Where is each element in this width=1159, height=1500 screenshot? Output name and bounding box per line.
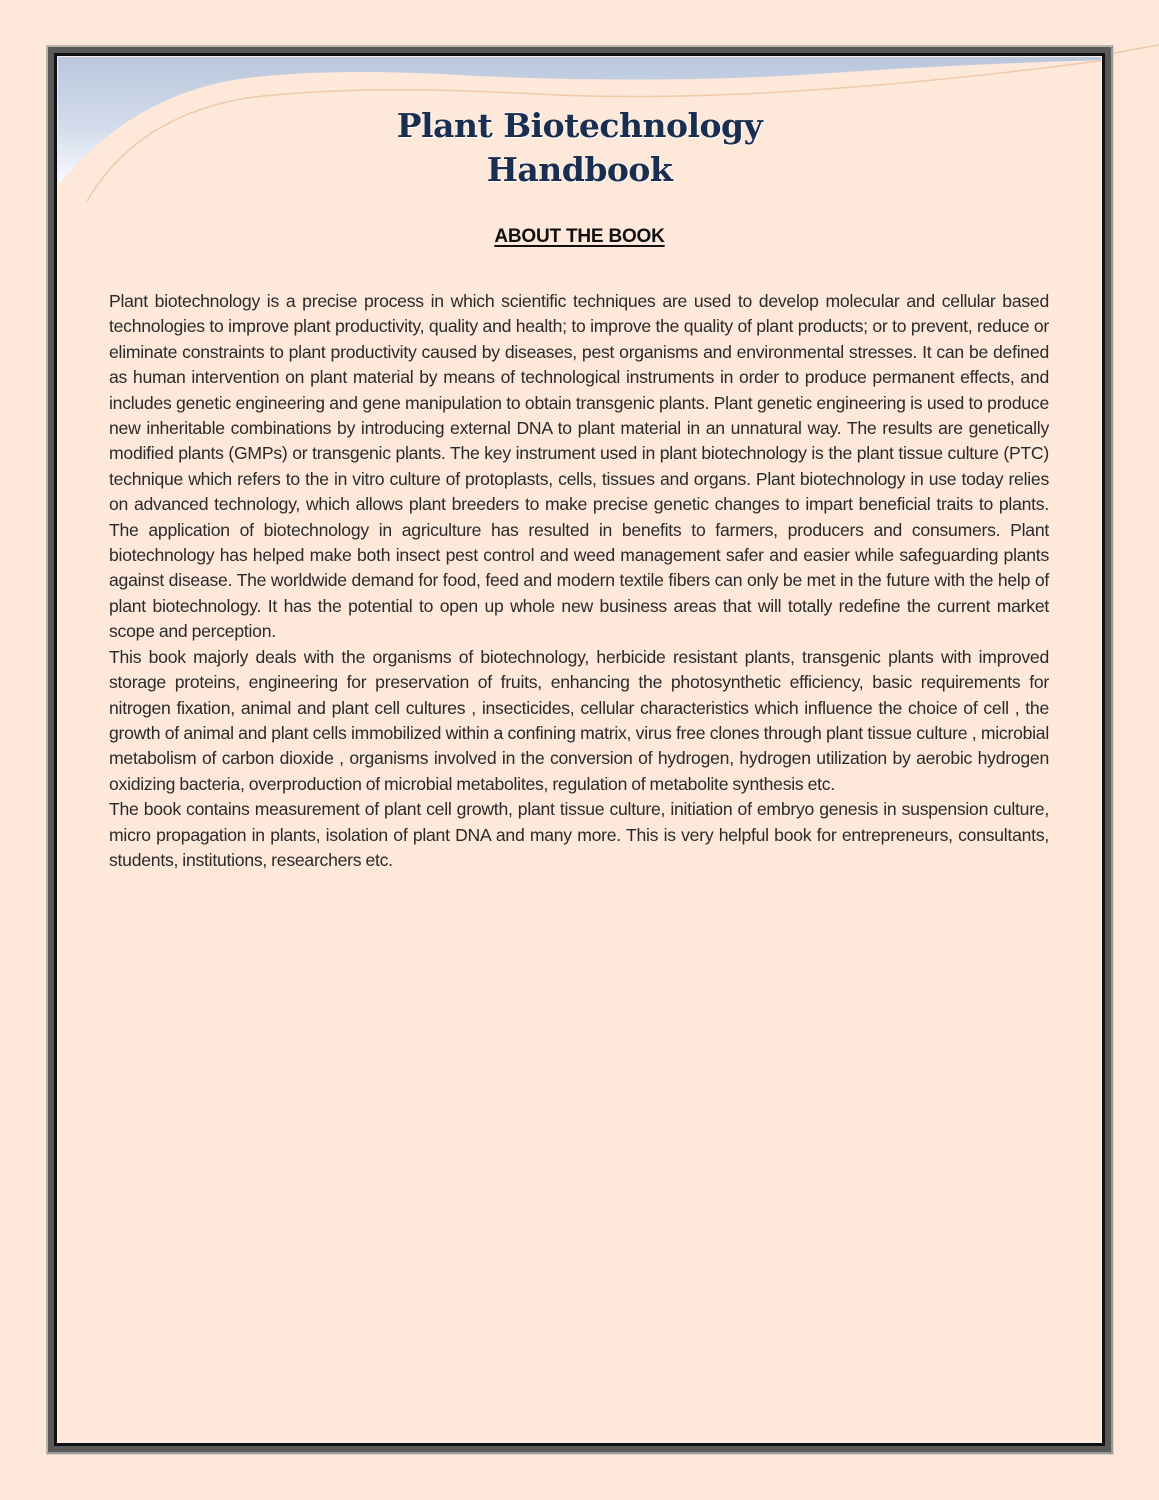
paragraph-topics: This book majorly deals with the organisms of biotechnology, herbicide resistant plants, transgenic plants with improved storage proteins, engineering for preservation of fruits, enhancing the photosynthetic efficiency, basic requirements for nitrogen fixation, animal and plant cell cultures , insecticides, cellular characteristics which influence the choice of cell , the growth of animal and plant cells immobilized within a confining matrix, virus free clones through plant tissue culture , microbial metabolism of carbon dioxide , organisms involved in the conversion of hydrogen, hydrogen utilization by aerobic hydrogen oxidizing bacteria, overproduction of microbial metabolites, regulation of metabolite synthesis etc.	[109, 646, 1049, 794]
page-panel	[54, 53, 1105, 1446]
title-line-2: Handbook	[486, 150, 673, 189]
document-title	[57, 104, 1102, 192]
document-content	[57, 56, 1102, 1443]
section-heading	[57, 226, 1102, 248]
paragraph-contents: The book contains measurement of plant cell growth, plant tissue culture, initiation of embryo genesis in suspension culture, micro propagation in plants, isolation of plant DNA and many more. This is very helpful book for entrepreneurs, consultants, students, institutions, researchers etc.	[109, 799, 1049, 870]
section-heading-text: ABOUT THE BOOK	[494, 226, 665, 247]
paragraph-intro: Plant biotechnology is a precise process in which scientific techniques are used to develop molecular and cellular based technologies to improve plant productivity, quality and health; to improve the quality of plant products; or to prevent, reduce or eliminate constraints to plant productivity caused by diseases, pest organisms and environmental stresses. It can be defined as human intervention on plant material by means of technological instruments in order to produce permanent effects, and includes genetic engineering and gene manipulation to obtain transgenic plants. Plant genetic engineering is used to produce new inheritable combinations by introducing external DNA to plant material in an unnatural way. The results are genetically modified plants (GMPs) or transgenic plants. The key instrument used in plant biotechnology is the plant tissue culture (PTC) technique which refers to the in vitro culture of protoplasts, cells, tissues and organs. Plant biotechnology in use today relies on advanced technology, which allows plant breeders to make precise genetic changes to impart beneficial traits to plants. The application of biotechnology in agriculture has resulted in benefits to farmers, producers and consumers. Plant biotechnology has helped make both insect pest control and weed management safer and easier while safeguarding plants against disease. The worldwide demand for food, feed and modern textile fibers can only be met in the future with the help of plant biotechnology. It has the potential to open up whole new business areas that will totally redefine the current market scope and perception.	[109, 291, 1049, 642]
page-frame	[46, 45, 1113, 1454]
title-line-1: Plant Biotechnology	[396, 106, 763, 145]
body-text	[109, 289, 1049, 873]
